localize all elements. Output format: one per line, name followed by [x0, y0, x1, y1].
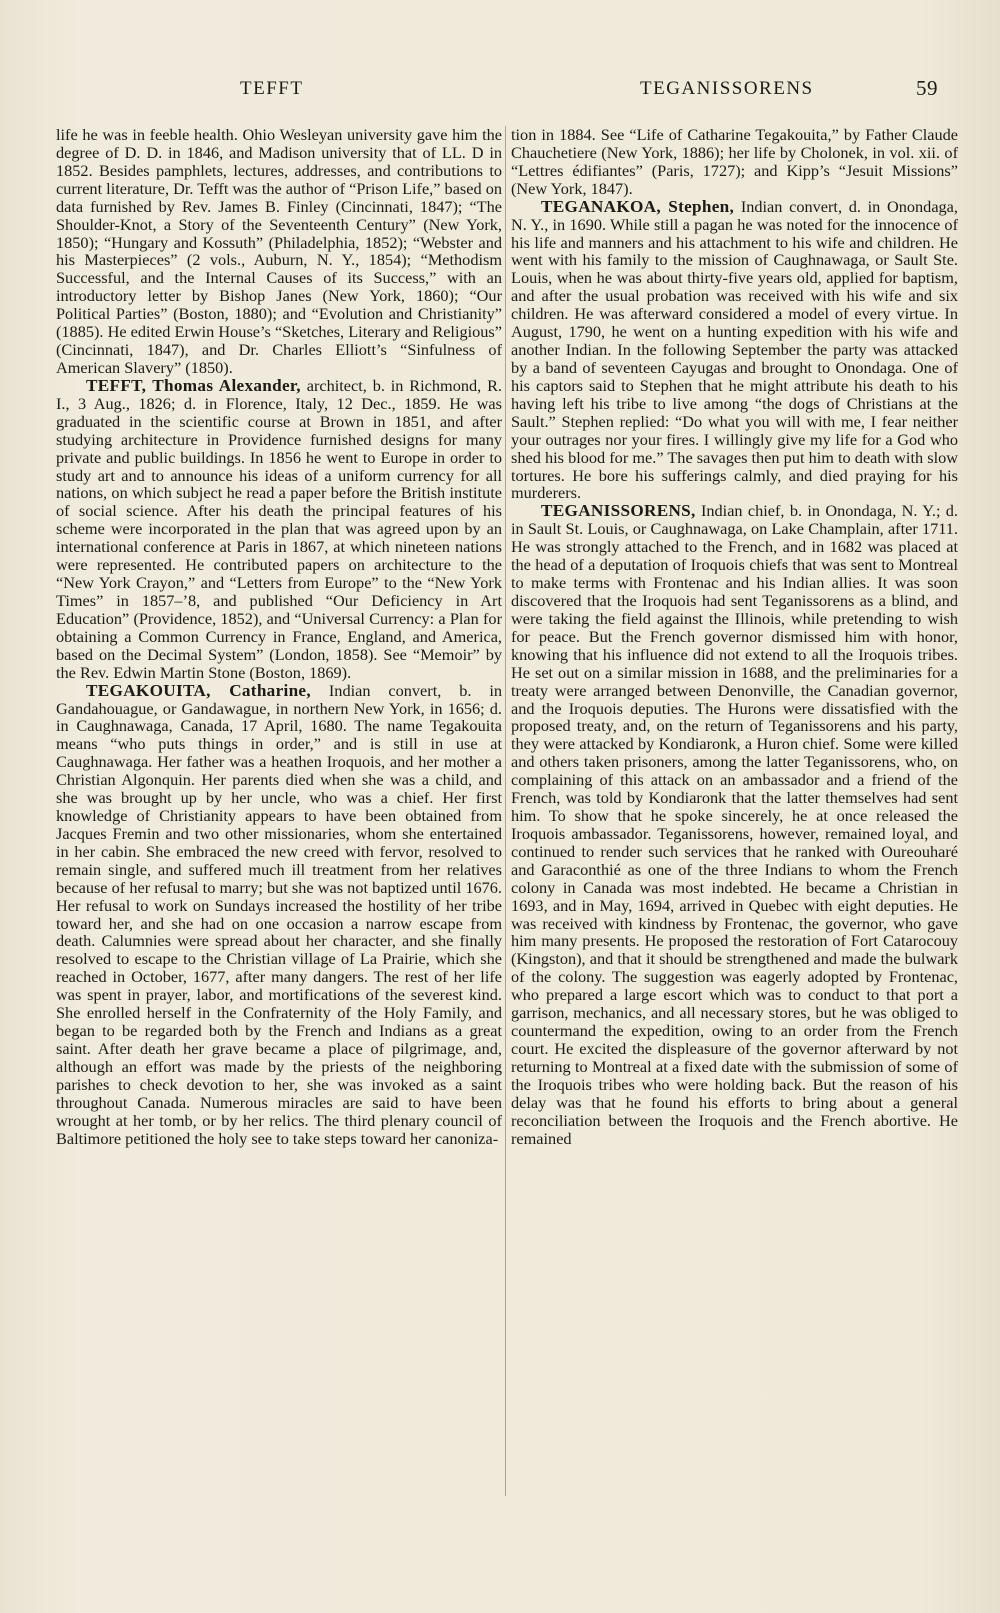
entry-text: architect, b. in Richmond, R. I., 3 Aug., 1826; d. in Florence, Italy, 12 Dec., 1859. He was graduated in the scientific course at Brown in 1851, and after studying architecture in Providence furnished designs for many private and public buildings. In 1856 he went to Europe in order to study art and to announce his ideas of a uniform currency for all nations, on which subject he read a paper before the British institute of social science. After his death the principal features of his scheme were incorporated in the plan that was agreed upon by an international conference at Paris in 1867, at which nineteen nations were represented. He contributed papers on architecture to the “New York Crayon,” and “Letters from Europe” to the “New York Times” in 1857–’8, and published “Our Deficiency in Art Education” (Providence, 1852), and “Universal Currency: a Plan for obtaining a Common Currency in France, England, and America, based on the Decimal System” (London, 1858). See “Memoir” by the Rev. Edwin Martin Stone (Boston, 1869). — [56, 375, 503, 682]
running-head-right: TEGANISSORENS — [640, 78, 814, 99]
left-column — [56, 126, 502, 1148]
entry-headword: TEGANISSORENS, — [541, 501, 696, 521]
entry-tegakouita — [56, 682, 502, 1148]
entry-text: Indian chief, b. in Onondaga, N. Y.; d. in Sault St. Louis, or Caughnawaga, on Lake Champlain, after 1711. He was strongly attached to the French, and in 1682 was placed at the head of a deputation of Iroquois chiefs that was sent to Montreal to make terms with Frontenac and his Indian allies. It was soon discovered that the Iroquois had sent Teganissorens as a blind, and were taking the field against the Illinois, while pretending to wish for peace. But the French governor dismissed him with honor, knowing that his influence did not extend to all the Iroquois tribes. He set out on a similar mission in 1688, and the preliminaries for a treaty were arranged between Denonville, the Canadian governor, and the Iroquois deputies. The Hurons were dissatisfied with the proposed treaty, and, on the return of Teganissorens and his party, they were attacked by Kondiaronk, a Huron chief. Some were killed and others taken prisoners, among the latter Teganissorens, who, on complaining of this attack on an ambassador and a friend of the French, was told by Kondiaronk that the latter themselves had sent him. To show that he spoke sincerely, he at once released the Iroquois ambassador. Teganissorens, however, remained loyal, and continued to render such services that he ranked with Oureouharé and Garaconthié as one of the three Indians to whom the French colony in Canada was most indebted. He became a Christian in 1693, and in May, 1694, arrived in Quebec with eight deputies. He was received with kindness by Frontenac, the governor, who gave him many presents. He proposed the restoration of Fort Catarocouy (Kingston), and that it should be strengthened and made the bulwark of the colony. The suggestion was eagerly adopted by Frontenac, who prepared a large escort which was to conduct to that port a garrison, mechanics, and all necessary stores, but he was obliged to countermand the expedition, owing to an order from the French court. He excited the displeasure of the governor afterward by not returning to Montreal at a fixed date with the submission of some of the Iroquois tribes who were holding back. But the reason of his delay was that he found his efforts to bring about a general reconciliation between the Iroquois and the French abortive. He remained — [511, 501, 958, 1148]
column-divider — [505, 126, 506, 1496]
continuation-paragraph: tion in 1884. See “Life of Catharine Tegakouita,” by Father Claude Chauchetiere (New York, 1886); her life by Cholonek, in vol. xii. of “Lettres édifiantes” (Paris, 1727); and Kipp’s “Jesuit Missions” (New York, 1847). — [511, 125, 958, 198]
running-head — [0, 78, 1000, 108]
entry-headword: TEFFT, Thomas Alexander, — [86, 375, 301, 395]
entry-text: Indian convert, d. in Onondaga, N. Y., in 1690. While still a pagan he was noted for the innocence of his life and manners and his attachment to his wife and children. He went with his family to the mission of Caughnawaga, or Sault Ste. Louis, when he was about thirty-five years old, applied for baptism, and after the usual probation was received with his wife and six children. He was afterward considered a model of every virtue. In August, 1790, he went on a hunting expedition with his wife and another Indian. In the following September the party was attacked by a band of seventeen Cayugas and brought to Onondaga. One of his captors said to Stephen that he might attribute his death to his having left his tribe to live among “the dogs of Christians at the Sault.” Stephen replied: “Do what you will with me, I fear neither your outrages nor your fires. I willingly give my life for a God who shed his blood for me.” The savages then put him to death with slow tortures. He bore his sufferings calmly, and died praying for his murderers. — [511, 196, 958, 503]
continuation-paragraph: life he was in feeble health. Ohio Wesleyan university gave him the degree of D. D. in 1846, and Madison university that of LL. D in 1852. Besides pamphlets, lectures, addresses, and contributions to current literature, Dr. Tefft was the author of “Prison Life,” based on data furnished by Rev. James B. Finley (Cincinnati, 1847); “The Shoulder-Knot, a Story of the Seventeenth Century” (New York, 1850); “Hungary and Kossuth” (Philadelphia, 1852); “Webster and his Masterpieces” (2 vols., Auburn, N. Y., 1854); “Methodism Successful, and the Internal Causes of its Success,” with an introductory letter by Bishop Janes (New York, 1860); “Our Political Parties” (Boston, 1880); and “Evolution and Christianity” (1885). He edited Erwin House’s “Sketches, Literary and Religious” (Cincinnati, 1847), and Dr. Charles Elliott’s “Sinfulness of American Slavery” (1850). — [56, 125, 502, 377]
entry-tefft-thomas — [56, 377, 502, 682]
entry-text: Indian convert, b. in Gandahouague, or Gandawague, in northern New York, in 1656; d. in Caughnawaga, Canada, 17 April, 1680. The name Tegakouita means “who puts things in order,” and is still in use at Caughnawaga. Her father was a heathen Iroquois, and her mother a Christian Algonquin. Her parents died when she was a child, and she was brought up by her uncle, who was a chief. Her first knowledge of Christianity appears to have been obtained from Jacques Fremin and two other missionaries, whom she entertained in her cabin. She embraced the new creed with fervor, resolved to remain single, and suffered much ill treatment from her relatives because of her refusal to marry; but she was not baptized until 1676. Her refusal to work on Sundays increased the hostility of her tribe toward her, and she had on one occasion a narrow escape from death. Calumnies were spread about her character, and she finally resolved to escape to the Christian village of La Prairie, which she reached in October, 1677, after many dangers. The rest of her life was spent in prayer, labor, and mortifications of the severest kind. She enrolled herself in the Confraternity of the Holy Family, and began to be regarded both by the French and Indians as a great saint. After death her grave became a place of pilgrimage, and, although an effort was made by the priests of the neighboring parishes to check devotion to her, she was invoked as a saint throughout Canada. Numerous miracles are said to have been wrought at her tomb, or by her relics. The third plenary council of Baltimore petitioned the holy see to take steps toward her canoniza- — [56, 680, 502, 1148]
entry-headword: TEGAKOUITA, Catharine, — [86, 680, 311, 700]
entry-teganakoa — [511, 198, 958, 503]
running-head-left: TEFFT — [240, 78, 304, 99]
entry-headword: TEGANAKOA, Stephen, — [541, 196, 735, 216]
page-number: 59 — [916, 76, 938, 100]
entry-teganissorens — [511, 502, 958, 1147]
right-column — [511, 126, 958, 1148]
